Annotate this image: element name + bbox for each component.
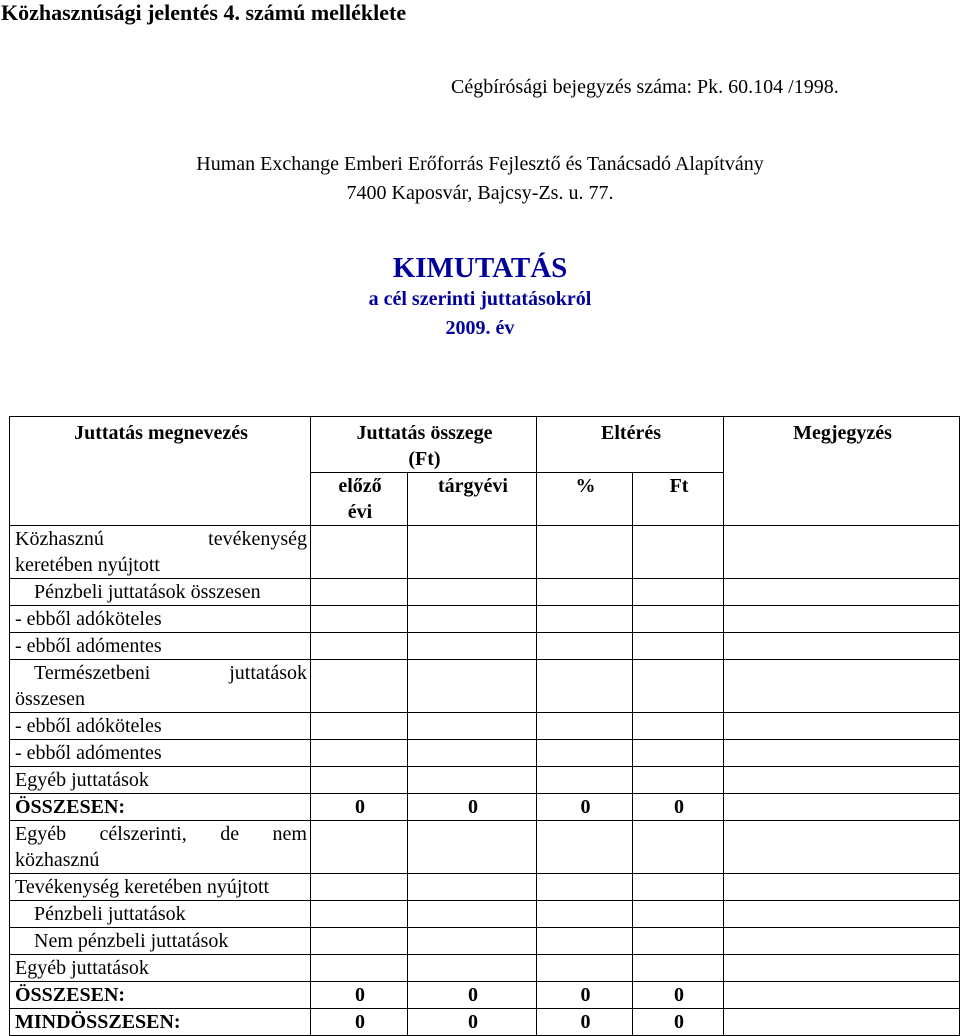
cell-ft [633, 606, 724, 633]
row-label: - ebből adóköteles [10, 606, 311, 633]
cell-note [724, 982, 960, 1009]
cell-note [724, 767, 960, 794]
cell-note [724, 713, 960, 740]
cell-current [408, 874, 537, 901]
cell-previous: 0 [311, 982, 408, 1009]
cell-previous [311, 633, 408, 660]
cell-current: 0 [408, 1009, 537, 1036]
row-label [10, 526, 311, 579]
cell-note [724, 740, 960, 767]
row-label-part: nem [272, 823, 307, 845]
cell-note [724, 526, 960, 579]
row-label: Nem pénzbeli juttatások [10, 928, 311, 955]
cell-percent [537, 901, 633, 928]
annex-label: Közhasznúsági jelentés 4. számú melléklete [1, 0, 407, 25]
header-previous-year-line1: előző [338, 475, 382, 497]
row-label: MINDÖSSZESEN: [10, 1009, 311, 1036]
cell-percent: 0 [537, 982, 633, 1009]
row-label: - ebből adómentes [10, 740, 311, 767]
row-label-line2: összesen [15, 688, 85, 710]
table-row [10, 660, 960, 713]
cell-ft [633, 874, 724, 901]
row-label-line2: közhasznú [15, 849, 100, 871]
cell-current: 0 [408, 794, 537, 821]
row-label: Tevékenység keretében nyújtott [10, 874, 311, 901]
cell-ft [633, 526, 724, 579]
header-amount [311, 417, 537, 473]
cell-note [724, 794, 960, 821]
table-row [10, 740, 960, 767]
header-ft: Ft [633, 473, 724, 526]
cell-previous [311, 821, 408, 874]
registry-number: Cégbírósági bejegyzés száma: Pk. 60.104 /1998. [451, 76, 839, 98]
header-amount-unit: (Ft) [408, 448, 441, 470]
table-row [10, 821, 960, 874]
cell-percent [537, 606, 633, 633]
table-row [10, 526, 960, 579]
cell-current [408, 740, 537, 767]
table-row-total [10, 982, 960, 1009]
cell-ft: 0 [633, 1009, 724, 1036]
cell-percent [537, 713, 633, 740]
cell-note [724, 606, 960, 633]
cell-current [408, 606, 537, 633]
cell-ft [633, 660, 724, 713]
header-amount-label: Juttatás összege [356, 422, 493, 444]
row-label [10, 660, 311, 713]
cell-current [408, 928, 537, 955]
cell-ft [633, 579, 724, 606]
cell-note [724, 660, 960, 713]
table-row [10, 633, 960, 660]
cell-previous [311, 579, 408, 606]
document-title: KIMUTATÁS [392, 252, 568, 284]
cell-percent [537, 821, 633, 874]
header-previous-year [311, 473, 408, 526]
cell-previous [311, 713, 408, 740]
cell-ft [633, 901, 724, 928]
row-label: Egyéb juttatások [10, 955, 311, 982]
row-label-part: tevékenység [208, 528, 307, 550]
cell-ft: 0 [633, 982, 724, 1009]
header-difference: Eltérés [537, 417, 724, 473]
header-current-year: tárgyévi [408, 473, 537, 526]
cell-percent [537, 579, 633, 606]
cell-percent [537, 526, 633, 579]
cell-current [408, 821, 537, 874]
cell-current: 0 [408, 982, 537, 1009]
cell-ft [633, 633, 724, 660]
table-row-grand-total [10, 1009, 960, 1036]
cell-percent [537, 874, 633, 901]
cell-note [724, 821, 960, 874]
cell-ft [633, 821, 724, 874]
document-subtitle: a cél szerinti juttatásokról [368, 288, 592, 310]
cell-note [724, 1009, 960, 1036]
cell-percent [537, 740, 633, 767]
table-row [10, 713, 960, 740]
table-row [10, 606, 960, 633]
cell-ft [633, 767, 724, 794]
row-label-line2: keretében nyújtott [15, 554, 160, 576]
cell-previous [311, 955, 408, 982]
cell-previous [311, 526, 408, 579]
cell-previous: 0 [311, 1009, 408, 1036]
cell-current [408, 767, 537, 794]
cell-current [408, 526, 537, 579]
table-row [10, 767, 960, 794]
row-label-part: Természetbeni [34, 662, 151, 684]
cell-percent [537, 955, 633, 982]
cell-ft [633, 713, 724, 740]
cell-note [724, 901, 960, 928]
row-label: Pénzbeli juttatások összesen [10, 579, 311, 606]
cell-previous [311, 901, 408, 928]
cell-previous [311, 740, 408, 767]
table-row [10, 874, 960, 901]
cell-previous [311, 606, 408, 633]
cell-note [724, 579, 960, 606]
row-label: - ebből adómentes [10, 633, 311, 660]
organization-address: 7400 Kaposvár, Bajcsy-Zs. u. 77. [346, 182, 614, 204]
benefits-table [9, 416, 960, 1036]
row-label: - ebből adóköteles [10, 713, 311, 740]
row-label: ÖSSZESEN: [10, 794, 311, 821]
organization-name: Human Exchange Emberi Erőforrás Fejlesztő és Tanácsadó Alapítvány [196, 153, 764, 175]
row-label-part: Egyéb [15, 823, 67, 845]
cell-percent: 0 [537, 794, 633, 821]
table-row [10, 928, 960, 955]
header-note: Megjegyzés [724, 417, 960, 526]
table-row [10, 955, 960, 982]
row-label: Pénzbeli juttatások [10, 901, 311, 928]
header-name: Juttatás megnevezés [10, 417, 311, 526]
cell-note [724, 928, 960, 955]
cell-current [408, 633, 537, 660]
table-row [10, 579, 960, 606]
cell-note [724, 874, 960, 901]
header-percent: % [537, 473, 633, 526]
table-row-total [10, 794, 960, 821]
cell-ft [633, 928, 724, 955]
row-label-part: juttatások [229, 662, 307, 684]
table-row [10, 901, 960, 928]
cell-note [724, 955, 960, 982]
cell-percent [537, 660, 633, 713]
row-label [10, 821, 311, 874]
table-header-row [10, 417, 960, 473]
cell-previous: 0 [311, 794, 408, 821]
cell-current [408, 713, 537, 740]
cell-previous [311, 928, 408, 955]
cell-percent [537, 928, 633, 955]
cell-previous [311, 767, 408, 794]
cell-percent [537, 633, 633, 660]
cell-percent [537, 767, 633, 794]
document-year: 2009. év [445, 317, 515, 339]
row-label: Egyéb juttatások [10, 767, 311, 794]
row-label-part: Közhasznú [15, 528, 104, 550]
cell-ft [633, 955, 724, 982]
cell-current [408, 955, 537, 982]
cell-current [408, 901, 537, 928]
cell-note [724, 633, 960, 660]
row-label-part: célszerinti, [99, 823, 187, 845]
header-previous-year-line2: évi [347, 501, 373, 523]
cell-previous [311, 874, 408, 901]
cell-ft [633, 740, 724, 767]
cell-current [408, 579, 537, 606]
cell-ft: 0 [633, 794, 724, 821]
cell-percent: 0 [537, 1009, 633, 1036]
cell-previous [311, 660, 408, 713]
row-label-part: de [220, 823, 240, 845]
row-label: ÖSSZESEN: [10, 982, 311, 1009]
cell-current [408, 660, 537, 713]
